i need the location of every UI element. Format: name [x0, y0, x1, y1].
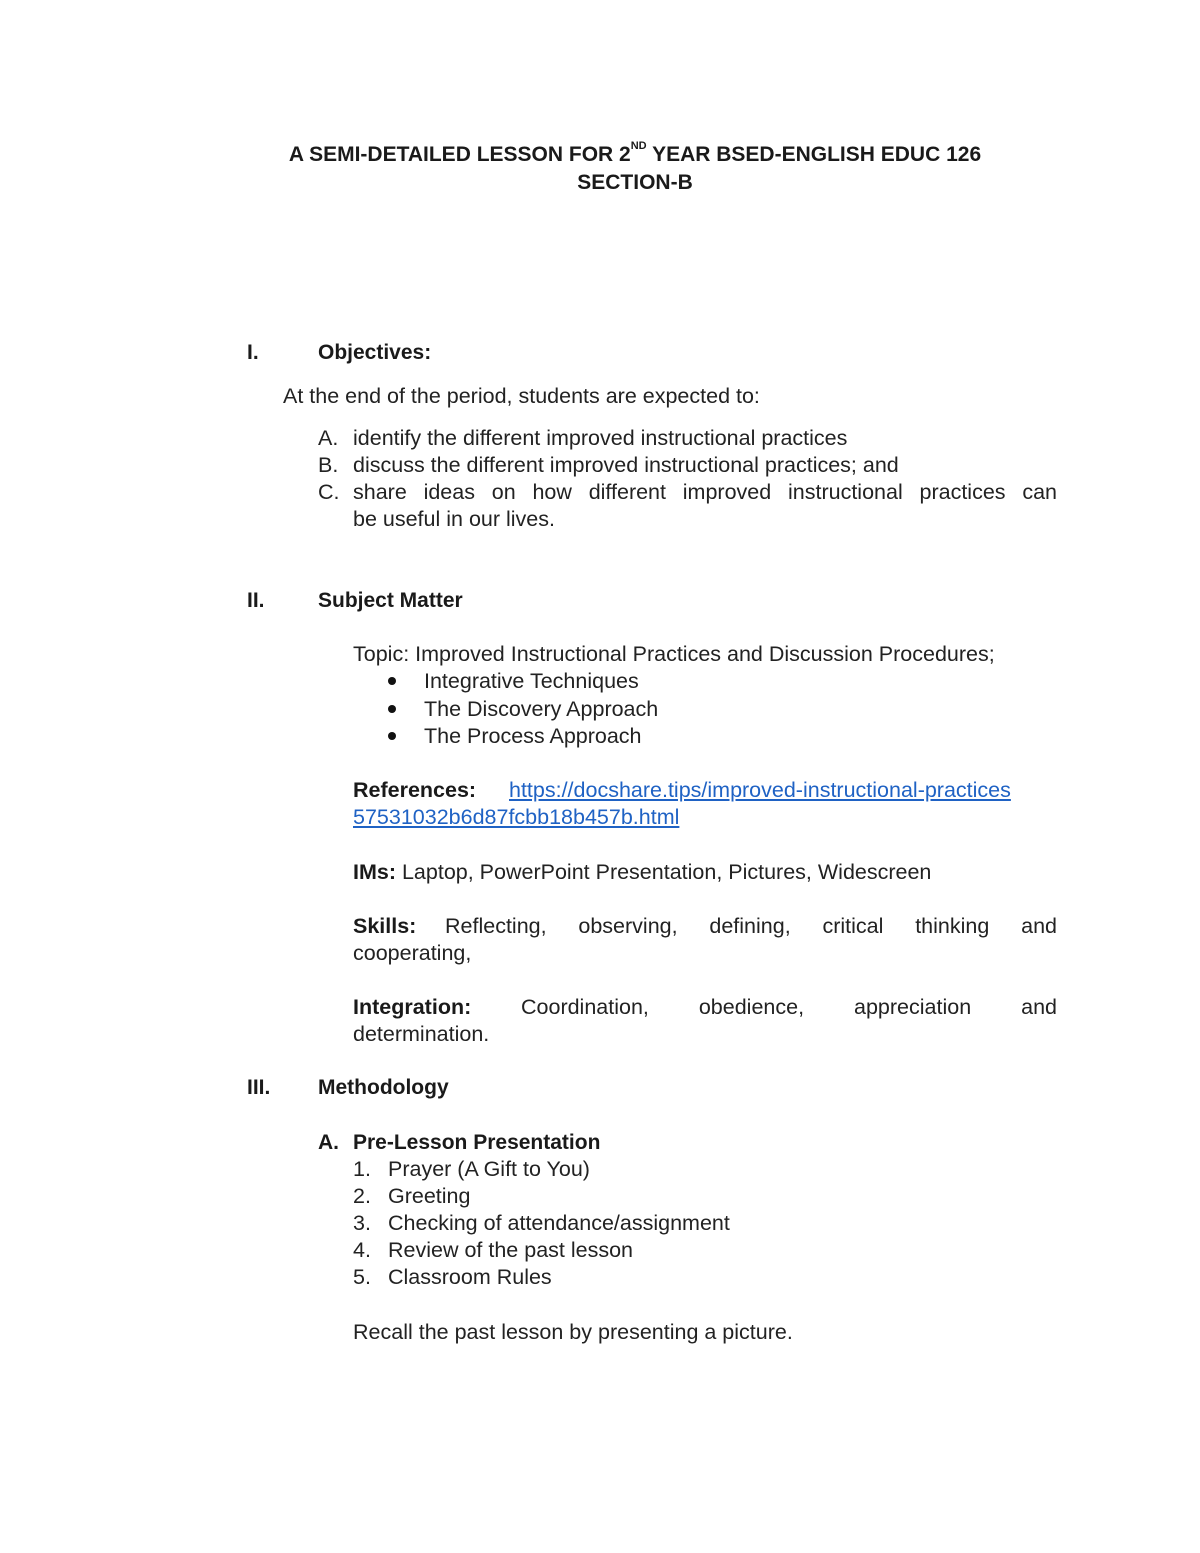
step-number: 2.: [353, 1184, 371, 1208]
objective-letter-a: A.: [318, 426, 339, 450]
section3-heading: Methodology: [318, 1076, 449, 1099]
references-link-line2[interactable]: 57531032b6d87fcbb18b457b.html: [353, 805, 680, 829]
skills-label: Skills:: [353, 914, 417, 938]
skills-line1: Reflecting, observing, defining, critical thinking and: [445, 914, 1057, 938]
integration-label: Integration:: [353, 995, 472, 1019]
topic-bullet-1: Integrative Techniques: [424, 669, 639, 693]
step-number: 1.: [353, 1157, 371, 1181]
recall-text: Recall the past lesson by presenting a picture.: [353, 1320, 793, 1344]
references-label: References:: [353, 778, 477, 802]
bullet-icon: [388, 677, 396, 685]
objective-a: identify the different improved instructional practices: [353, 426, 848, 450]
ims-line: [353, 860, 931, 885]
section1-numeral: I.: [247, 341, 259, 364]
section2-heading: Subject Matter: [318, 589, 463, 612]
step-2: Greeting: [388, 1184, 471, 1208]
objective-c-line1: share ideas on how different improved instructional practices can: [353, 480, 1057, 504]
subsection-letter: A.: [318, 1131, 339, 1154]
bullet-icon: [388, 705, 396, 713]
step-number: 5.: [353, 1265, 371, 1289]
integration-line2: determination.: [353, 1022, 490, 1046]
objective-letter-b: B.: [318, 453, 339, 477]
bullet-icon: [388, 732, 396, 740]
step-4: Review of the past lesson: [388, 1238, 633, 1262]
objective-letter-c: C.: [318, 480, 340, 504]
ims-label: IMs:: [353, 860, 396, 884]
ims-text: Laptop, PowerPoint Presentation, Pictures, Widescreen: [396, 860, 932, 884]
step-5: Classroom Rules: [388, 1265, 552, 1289]
objective-c-line2: be useful in our lives.: [353, 507, 555, 531]
subsection-heading: Pre-Lesson Presentation: [353, 1131, 601, 1154]
document-title-line2: SECTION-B: [577, 171, 693, 194]
step-number: 4.: [353, 1238, 371, 1262]
topic-bullet-3: The Process Approach: [424, 724, 642, 748]
step-3: Checking of attendance/assignment: [388, 1211, 730, 1235]
step-number: 3.: [353, 1211, 371, 1235]
objectives-intro: At the end of the period, students are expected to:: [283, 384, 760, 408]
step-1: Prayer (A Gift to You): [388, 1157, 590, 1181]
objective-b: discuss the different improved instructional practices; and: [353, 453, 899, 477]
topic-bullet-2: The Discovery Approach: [424, 697, 659, 721]
integration-line1: Coordination, obedience, appreciation and: [521, 995, 1057, 1019]
skills-line2: cooperating,: [353, 941, 472, 965]
section3-numeral: III.: [247, 1076, 271, 1099]
references-link-line1[interactable]: https://docshare.tips/improved-instructional-practices: [509, 778, 1011, 802]
section2-numeral: II.: [247, 589, 265, 612]
document-title-line1: A SEMI-DETAILED LESSON FOR 2ND YEAR BSED-ENGLISH EDUC 126: [288, 140, 982, 166]
section1-heading: Objectives:: [318, 341, 432, 364]
topic-line: Topic: Improved Instructional Practices and Discussion Procedures;: [353, 642, 995, 666]
